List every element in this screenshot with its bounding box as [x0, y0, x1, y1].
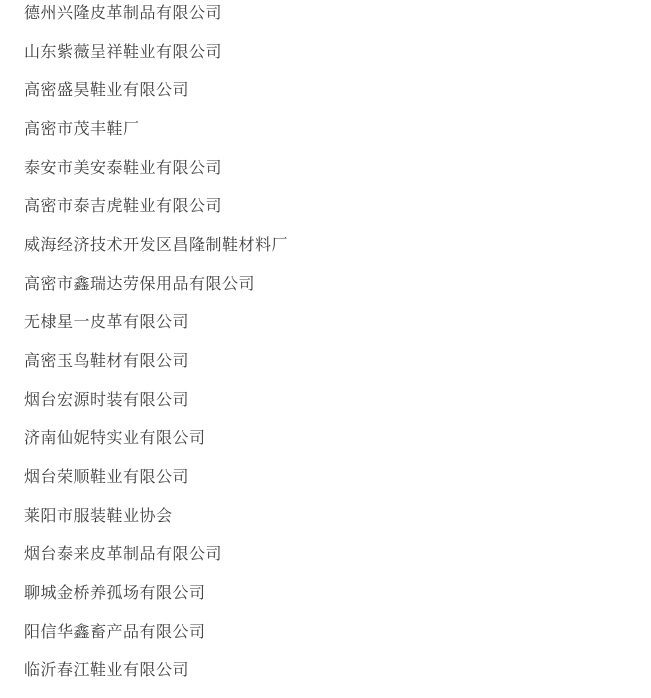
list-item[interactable] [24, 389, 651, 428]
company-list [24, 2, 651, 698]
list-item[interactable] [24, 157, 651, 196]
company-name-link[interactable]: 阳信华鑫畜产品有限公司 [24, 621, 206, 641]
list-item[interactable] [24, 621, 651, 660]
company-name-link[interactable]: 烟台宏源时装有限公司 [24, 389, 190, 409]
list-item[interactable] [24, 234, 651, 273]
list-item[interactable] [24, 466, 651, 505]
company-name-link[interactable]: 高密市茂丰鞋厂 [24, 118, 140, 138]
company-name-link[interactable]: 烟台荣顺鞋业有限公司 [24, 466, 190, 486]
list-item[interactable] [24, 582, 651, 621]
company-name-link[interactable]: 无棣星一皮革有限公司 [24, 312, 190, 332]
company-name-link[interactable]: 临沂春江鞋业有限公司 [24, 660, 190, 680]
company-name-link[interactable]: 莱阳市服装鞋业协会 [24, 505, 173, 525]
list-item[interactable] [24, 659, 651, 698]
list-item[interactable] [24, 79, 651, 118]
list-item[interactable] [24, 2, 651, 41]
company-name-link[interactable]: 高密市鑫瑞达劳保用品有限公司 [24, 273, 256, 293]
list-item[interactable] [24, 311, 651, 350]
company-name-link[interactable]: 德州兴隆皮革制品有限公司 [24, 3, 223, 22]
company-name-link[interactable]: 济南仙妮特实业有限公司 [24, 428, 206, 448]
company-name-link[interactable]: 烟台泰来皮革制品有限公司 [24, 544, 223, 564]
company-name-link[interactable]: 高密玉鸟鞋材有限公司 [24, 350, 190, 370]
list-item[interactable] [24, 350, 651, 389]
company-name-link[interactable]: 泰安市美安泰鞋业有限公司 [24, 157, 223, 177]
company-name-link[interactable]: 高密盛昊鞋业有限公司 [24, 80, 190, 100]
list-item[interactable] [24, 118, 651, 157]
company-name-link[interactable]: 聊城金桥养孤场有限公司 [24, 582, 206, 602]
list-item[interactable] [24, 543, 651, 582]
company-name-link[interactable]: 高密市泰吉虎鞋业有限公司 [24, 196, 223, 216]
company-name-link[interactable]: 威海经济技术开发区昌隆制鞋材料厂 [24, 234, 289, 254]
list-item[interactable] [24, 195, 651, 234]
company-name-link[interactable]: 山东紫薇呈祥鞋业有限公司 [24, 41, 223, 61]
list-item[interactable] [24, 41, 651, 80]
list-item[interactable] [24, 505, 651, 544]
list-item[interactable] [24, 273, 651, 312]
list-item[interactable] [24, 427, 651, 466]
